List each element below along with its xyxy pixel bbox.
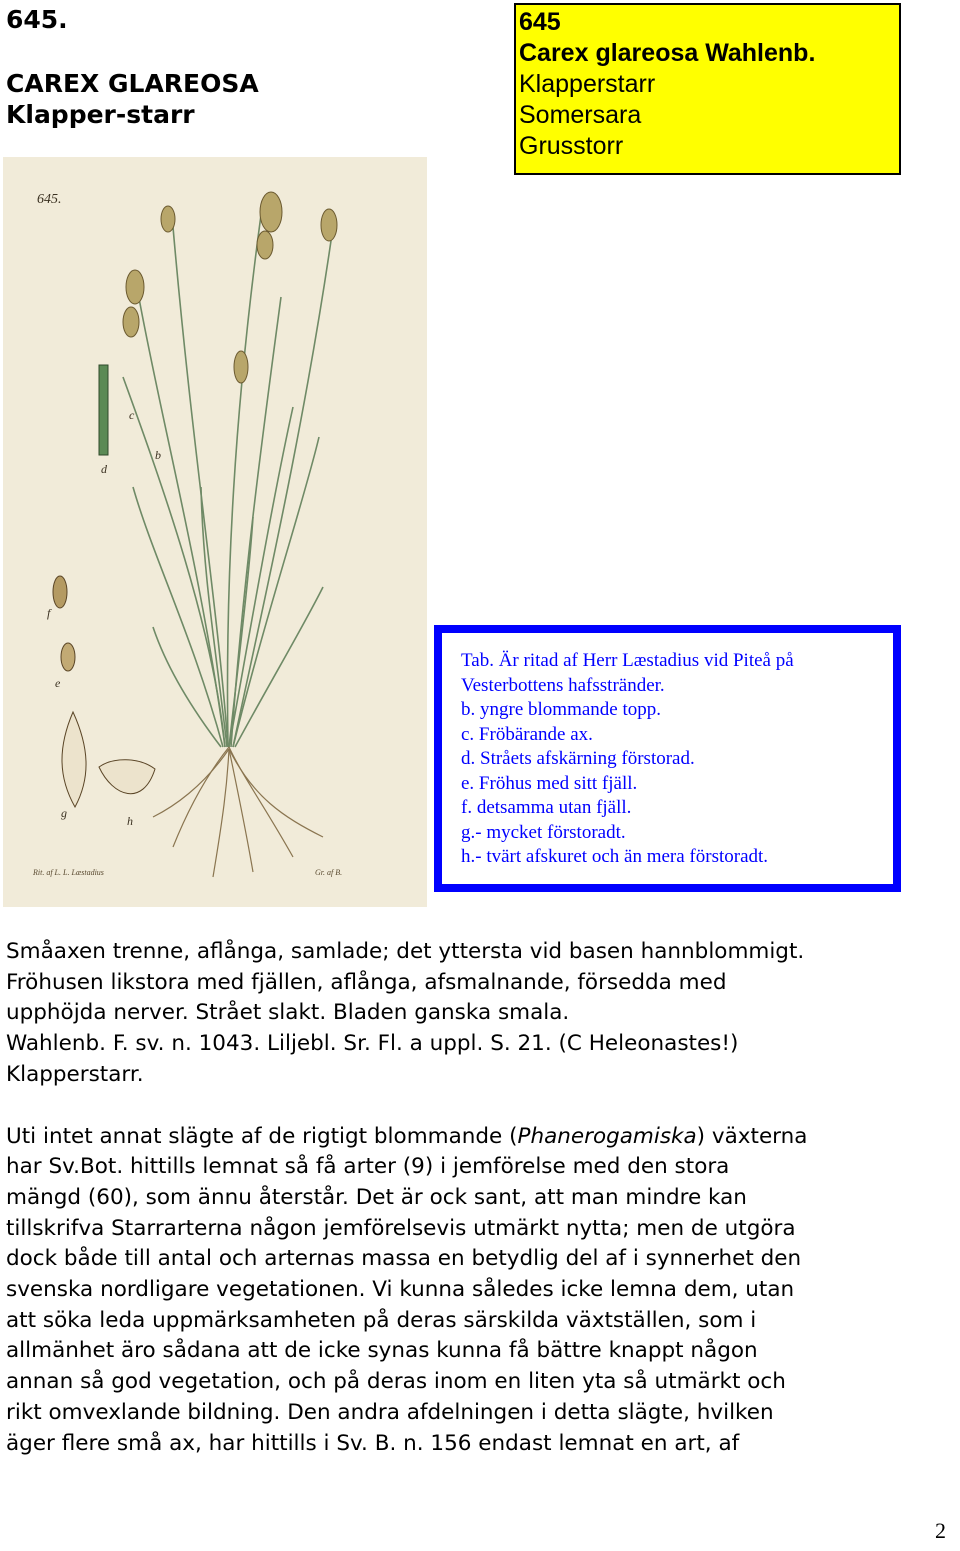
figure-label: g [61,806,67,820]
stem-section-figure [99,365,108,455]
text-line: har Sv.Bot. hittills lemnat så få arter (9) i jemförelse med den stora [6,1154,730,1180]
text-line: Småaxen trenne, aflånga, samlade; det yttersta vid basen hannblommigt. [6,939,805,964]
legend-line: h.- tvärt afskuret och än mera förstoradt. [461,846,769,867]
text-line: upphöjda nerver. Strået slakt. Bladen ganska smala. [6,1000,570,1026]
figure-label: c [129,408,135,422]
legend-line: d. Stråets afskärning förstorad. [461,748,695,769]
text-line: mängd (60), som ännu återstår. Det är ock sant, att man mindre kan [6,1184,747,1210]
page-number: 2 [935,1518,946,1543]
info-common-name: Somersara [519,101,642,129]
species-swedish-name: Klapper-starr [6,100,195,129]
info-box [514,3,901,175]
seed-figure [53,576,67,608]
legend-line: g.- mycket förstoradt. [461,821,626,843]
info-common-name: Grusstorr [519,132,624,160]
botanical-plate [3,157,427,907]
fruit-section-figure [99,760,155,794]
plate-caption-left: Rit. af L. L. Læstadius [33,868,104,877]
text-line: rikt omvexlande bildning. Den andra afdelningen i detta slägte, hvilken [6,1399,774,1425]
text-line: svenska nordligare vegetationen. Vi kunna således icke lemna dem, utan [6,1277,795,1303]
roots [153,747,323,877]
text-line: Klapperstarr. [6,1061,144,1087]
body-text [6,937,956,1459]
figure-label: h [127,814,133,828]
text-line: Wahlenb. F. sv. n. 1043. Liljebl. Sr. Fl. a uppl. S. 21. (C Heleonastes!) [6,1031,739,1057]
figure-label: e [55,676,61,690]
text-line [6,1122,956,1153]
text-line: annan så god vegetation, och på deras inom en liten yta så utmärkt och [6,1369,786,1395]
fruit-figure [62,712,86,807]
text-line: dock både till antal och arternas massa en betydlig del af i synnerhet den [6,1246,802,1272]
text-line: allmänhet äro sådana att de icke synas kunna få bättre knappt någon [6,1338,758,1364]
legend-line: Tab. Är ritad af Herr Læstadius vid Piteå på [461,650,794,671]
figure-label: b [155,448,161,462]
legend-line: e. Fröhus med sitt fjäll. [461,772,638,794]
description-paragraph [6,937,956,1091]
species-number: 645. [6,5,68,34]
commentary-paragraph [6,1122,956,1460]
spikelets [123,192,337,383]
text-fragment: ) växterna [696,1123,808,1149]
legend-line: Vesterbottens hafsstränder. [461,674,665,696]
legend-line: f. detsamma utan fjäll. [461,797,632,818]
legend-line: b. yngre blommande topp. [461,699,661,720]
text-fragment: Uti intet annat slägte af de rigtigt blommande ( [6,1123,518,1149]
stems [123,215,333,747]
text-line: äger flere små ax, har hittills i Sv. B. n. 156 endast lemnat en art, af [6,1430,740,1456]
figure-label: f [47,606,51,620]
plate-number: 645. [37,192,62,207]
seed-figure [61,643,75,671]
text-line: Fröhusen likstora med fjällen, aflånga, afsmalnande, försedda med [6,969,727,995]
plant-illustration [3,157,427,907]
italic-term: Phanerogamiska [517,1123,697,1149]
species-latin-name: CAREX GLAREOSA [6,69,259,98]
info-latin-name: Carex glareosa Wahlenb. [519,39,816,67]
figure-label: d [101,462,107,476]
info-common-name: Klapperstarr [519,70,656,98]
info-number: 645 [519,8,561,36]
text-line: att söka leda uppmärksamheten på deras särskilda växtställen, som i [6,1307,757,1333]
page-header [6,4,259,130]
text-line: tillskrifva Starrarterna någon jemförelsevis utmärkt nytta; men de utgöra [6,1215,796,1241]
legend-line: c. Fröbärande ax. [461,723,593,745]
figure-legend [434,625,901,892]
plate-caption-right: Gr. af B. [315,868,343,877]
